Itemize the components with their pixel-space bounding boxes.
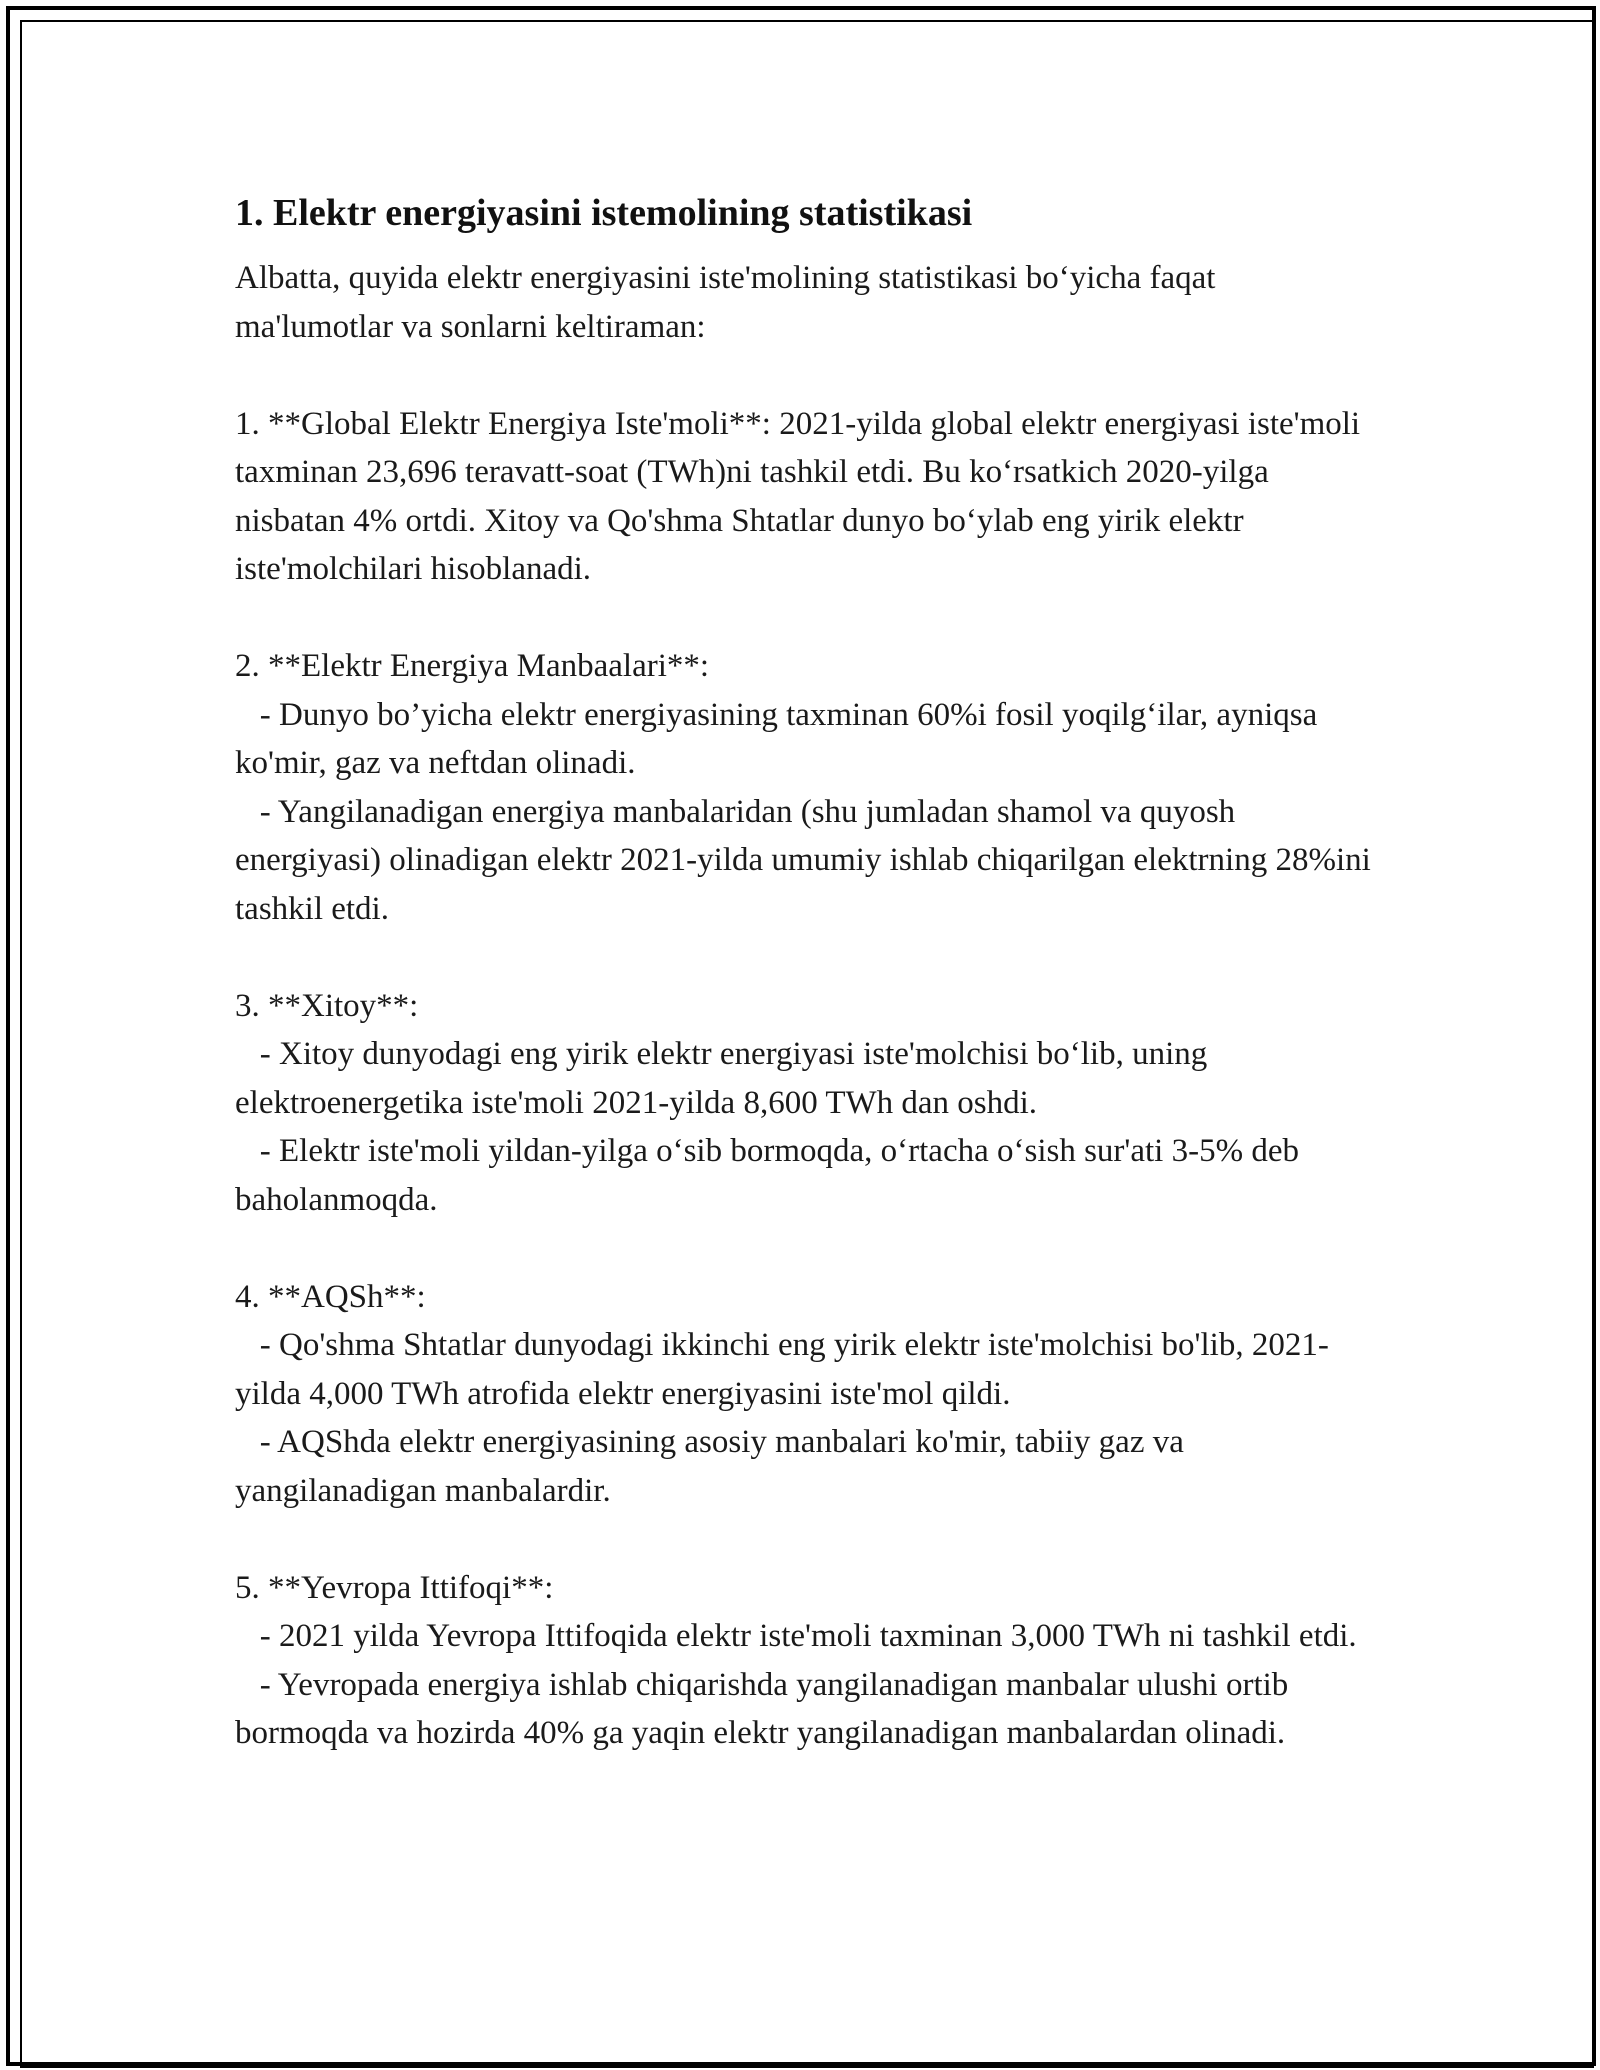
section-3-bullet-1: - Xitoy dunyodagi eng yirik elektr energiyasi iste'molchisi bo‘lib, uning elektroenergetika iste'moli 2021-yilda 8,600 TWh dan oshdi. (235, 1036, 1216, 1121)
section-4-heading: 4. **AQSh**: (235, 1278, 426, 1315)
section-1-heading: 1. **Global Elektr Energiya Iste'moli**: 2021-yilda global elektr energiyasi iste'moli taxminan 23,696 teravatt-soat (TWh)ni tashkil etdi. Bu ko‘rsatkich 2020-yilga nisbatan 4% ortdi. Xitoy va Qo'shma Shtatlar dunyo bo‘ylab eng yirik elektr iste'molchilari hisoblanadi. (235, 405, 1369, 587)
document-title: 1. Elektr energiyasini istemolining statistikasi (235, 192, 973, 234)
section-2-heading: 2. **Elektr Energiya Manbaalari**: (235, 648, 710, 684)
paragraph-gap (235, 1224, 1375, 1273)
paragraph-gap (235, 594, 1375, 643)
section-3-heading: 3. **Xitoy**: (235, 987, 419, 1024)
section-5-heading: 5. **Yevropa Ittifoqi**: (235, 1569, 554, 1606)
intro-paragraph: Albatta, quyida elektr energiyasini iste'molining statistikasi bo‘yicha faqat ma'lumotlar va sonlarni keltiraman: (235, 260, 1224, 345)
document-body (235, 186, 1380, 1758)
paragraph-gap (235, 351, 1375, 400)
section-4-bullet-1: - Qo'shma Shtatlar dunyodagi ikkinchi eng yirik elektr iste'molchisi bo'lib, 2021-yilda 4,000 TWh atrofida elektr energiyasini iste'mol qildi. (235, 1327, 1329, 1412)
section-2-bullet-1: - Dunyo bo’yicha elektr energiyasining taxminan 60%i fosil yoqilg‘ilar, ayniqsa ko'mir, gaz va neftdan olinadi. (235, 696, 1326, 781)
paragraph-gap (235, 1515, 1375, 1564)
section-2-bullet-2: - Yangilanadigan energiya manbalaridan (shu jumladan shamol va quyosh energiyasi) olinadigan elektr 2021-yilda umumiy ishlab chiqarilgan elektrning 28%ini tashkil etdi. (235, 793, 1380, 927)
paragraph-gap (235, 933, 1375, 982)
section-4-bullet-2: - AQShda elektr energiyasining asosiy manbalari ko'mir, tabiiy gaz va yangilanadigan manbalardir. (235, 1424, 1193, 1509)
section-5-bullet-1: - 2021 yilda Yevropa Ittifoqida elektr iste'moli taxminan 3,000 TWh ni tashkil etdi. (235, 1618, 1357, 1654)
section-5-bullet-2: - Yevropada energiya ishlab chiqarishda yangilanadigan manbalar ulushi ortib bormoqda va hozirda 40% ga yaqin elektr yangilanadigan manbalardan olinadi. (235, 1666, 1297, 1751)
section-3-bullet-2: - Elektr iste'moli yildan-yilga o‘sib bormoqda, o‘rtacha o‘sish sur'ati 3-5% deb baholanmoqda. (235, 1133, 1308, 1218)
